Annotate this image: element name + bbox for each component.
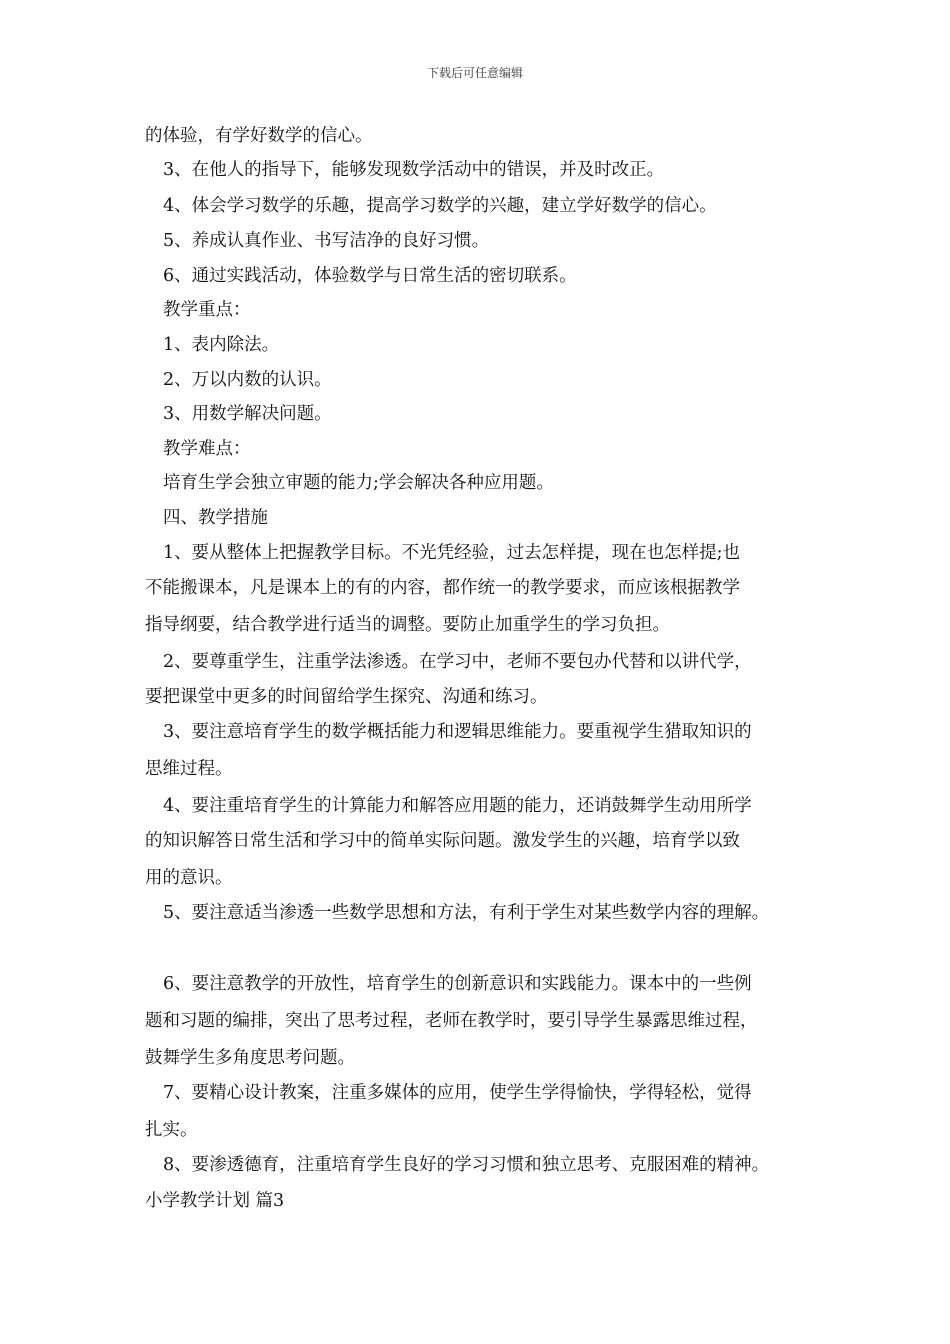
text-line-28: 扎实。 [145,1120,198,1140]
text-line-23: 5、要注意适当渗透一些数学思想和方法，有利于学生对某些数学内容的理解。 [163,903,770,923]
text-line-3: 4、体会学习数学的乐趣，提高学习数学的兴趣，建立学好数学的信心。 [163,196,717,216]
text-line-26: 鼓舞学生多角度思考问题。 [145,1048,355,1068]
text-line-9: 3、用数学解决问题。 [163,404,332,424]
text-line-14: 不能搬课本，凡是课本上的有的内容，都作统一的教学要求，而应该根据教学 [145,578,740,598]
text-line-25: 题和习题的编排，突出了思考过程，老师在教学时，要引导学生暴露思维过程， [145,1011,758,1031]
text-line-27: 7、要精心设计教案，注重多媒体的应用，使学生学得愉快，学得轻松，觉得 [163,1083,752,1103]
text-line-4: 5、养成认真作业、书写洁净的良好习惯。 [163,231,490,251]
section-heading-difficulties: 教学难点： [163,439,251,459]
text-line-5: 6、通过实践活动，体验数学与日常生活的密切联系。 [163,266,577,286]
text-line-22: 用的意识。 [145,868,233,888]
text-line-24: 6、要注意教学的开放性，培育学生的创新意识和实践能力。课本中的一些例 [163,974,752,994]
section-title-plan-3: 小学教学计划 篇3 [145,1191,285,1211]
text-line-13: 1、要从整体上把握教学目标。不光凭经验，过去怎样提，现在也怎样提;也 [163,543,741,563]
text-line-17: 要把课堂中更多的时间留给学生探究、沟通和练习。 [145,687,548,707]
text-line-21: 的知识解答日常生活和学习中的简单实际问题。激发学生的兴趣，培育学以致 [145,831,740,851]
section-heading-key-points: 教学重点： [163,300,251,320]
text-line-7: 1、表内除法。 [163,335,280,355]
text-line-15: 指导纲要，结合教学进行适当的调整。要防止加重学生的学习负担。 [145,615,670,635]
text-line-18: 3、要注意培育学生的数学概括能力和逻辑思维能力。要重视学生猎取知识的 [163,722,752,742]
text-line-19: 思维过程。 [145,759,233,779]
text-line-11: 培育生学会独立审题的能力;学会解决各种应用题。 [163,473,554,493]
text-line-20: 4、要注重培育学生的计算能力和解答应用题的能力，还诮鼓舞学生动用所学 [163,796,752,816]
text-line-2: 3、在他人的指导下，能够发现数学活动中的错误，并及时改正。 [163,160,665,180]
section-heading-measures: 四、教学措施 [163,508,268,528]
page-header: 下载后可任意编辑 [426,66,523,80]
text-line-8: 2、万以内数的认识。 [163,370,332,390]
text-line-16: 2、要尊重学生，注重学法渗透。在学习中，老师不要包办代替和以讲代学， [163,652,752,672]
text-line-29: 8、要渗透德育，注重培育学生良好的学习习惯和独立思考、克服困难的精神。 [163,1155,770,1175]
text-line-1: 的体验，有学好数学的信心。 [145,126,373,146]
